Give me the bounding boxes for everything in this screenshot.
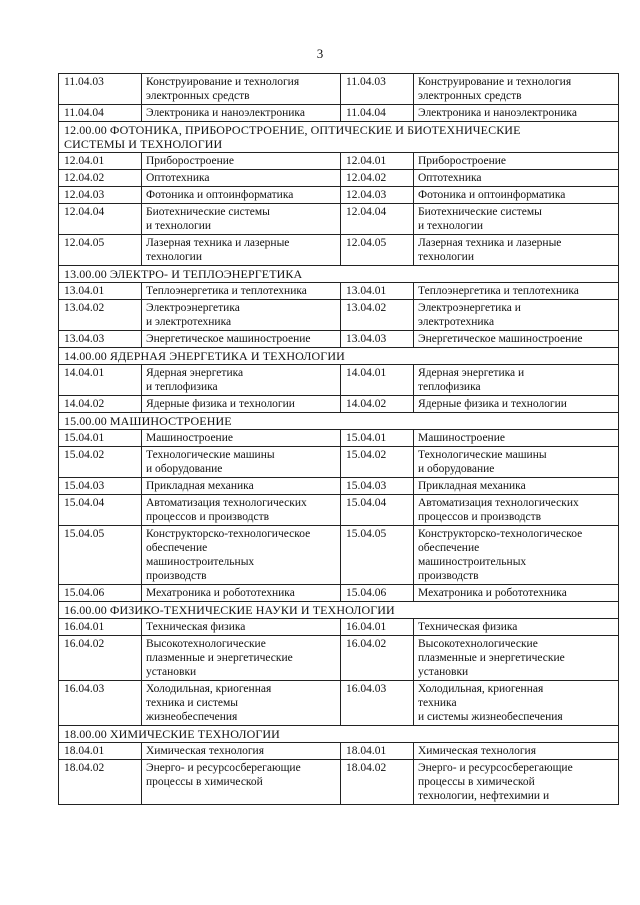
table-row xyxy=(59,235,619,266)
new-name-cell: Химическая технология xyxy=(142,743,341,760)
old-name-cell: Электроника и наноэлектроника xyxy=(414,105,619,122)
table-row xyxy=(59,760,619,805)
old-name-cell: Техническая физика xyxy=(414,619,619,636)
old-code-cell: 12.04.03 xyxy=(341,187,414,204)
new-code-cell: 12.04.05 xyxy=(59,235,142,266)
new-code-cell: 16.04.02 xyxy=(59,636,142,681)
table-row xyxy=(59,396,619,413)
section-header-row xyxy=(59,602,619,619)
new-name-cell: Ядерные физика и технологии xyxy=(142,396,341,413)
table-row xyxy=(59,430,619,447)
new-name-cell: Автоматизация технологических процессов и производств xyxy=(142,495,341,526)
old-code-cell: 15.04.05 xyxy=(341,526,414,585)
section-header-row xyxy=(59,348,619,365)
section-title: 14.00.00 ЯДЕРНАЯ ЭНЕРГЕТИКА И ТЕХНОЛОГИИ xyxy=(59,348,619,365)
table-row xyxy=(59,204,619,235)
old-code-cell: 12.04.02 xyxy=(341,170,414,187)
table-row xyxy=(59,743,619,760)
old-name-cell: Оптотехника xyxy=(414,170,619,187)
table-row xyxy=(59,585,619,602)
new-code-cell: 16.04.03 xyxy=(59,681,142,726)
new-code-cell: 15.04.05 xyxy=(59,526,142,585)
new-code-cell: 13.04.03 xyxy=(59,331,142,348)
table-row xyxy=(59,105,619,122)
new-code-cell: 13.04.01 xyxy=(59,283,142,300)
new-code-cell: 13.04.02 xyxy=(59,300,142,331)
new-name-cell: Высокотехнологические плазменные и энергетические установки xyxy=(142,636,341,681)
table-row xyxy=(59,187,619,204)
new-code-cell: 15.04.03 xyxy=(59,478,142,495)
old-code-cell: 18.04.01 xyxy=(341,743,414,760)
old-name-cell: Высокотехнологические плазменные и энергетические установки xyxy=(414,636,619,681)
new-code-cell: 14.04.01 xyxy=(59,365,142,396)
old-name-cell: Холодильная, криогенная техника и системы жизнеобеспечения xyxy=(414,681,619,726)
old-name-cell: Прикладная механика xyxy=(414,478,619,495)
old-code-cell: 13.04.03 xyxy=(341,331,414,348)
new-code-cell: 15.04.06 xyxy=(59,585,142,602)
old-name-cell: Ядерная энергетика и теплофизика xyxy=(414,365,619,396)
old-name-cell: Автоматизация технологических процессов и производств xyxy=(414,495,619,526)
table-row xyxy=(59,447,619,478)
old-code-cell: 18.04.02 xyxy=(341,760,414,805)
new-name-cell: Холодильная, криогенная техника и системы жизнеобеспечения xyxy=(142,681,341,726)
section-header-row xyxy=(59,122,619,153)
specialty-table xyxy=(58,73,619,805)
new-code-cell: 18.04.02 xyxy=(59,760,142,805)
section-title: 13.00.00 ЭЛЕКТРО- И ТЕПЛОЭНЕРГЕТИКА xyxy=(59,266,619,283)
new-code-cell: 14.04.02 xyxy=(59,396,142,413)
new-name-cell: Ядерная энергетика и теплофизика xyxy=(142,365,341,396)
old-code-cell: 15.04.06 xyxy=(341,585,414,602)
new-name-cell: Конструирование и технология электронных средств xyxy=(142,74,341,105)
page-number: 3 xyxy=(316,46,324,61)
table-row xyxy=(59,153,619,170)
old-code-cell: 16.04.03 xyxy=(341,681,414,726)
section-title: 18.00.00 ХИМИЧЕСКИЕ ТЕХНОЛОГИИ xyxy=(59,726,619,743)
table-row xyxy=(59,331,619,348)
new-name-cell: Конструкторско-технологическое обеспечение машиностроительных производств xyxy=(142,526,341,585)
section-header-row xyxy=(59,266,619,283)
new-name-cell: Мехатроника и робототехника xyxy=(142,585,341,602)
old-name-cell: Электроэнергетика и электротехника xyxy=(414,300,619,331)
new-code-cell: 15.04.01 xyxy=(59,430,142,447)
old-name-cell: Конструкторско-технологическое обеспечение машиностроительных производств xyxy=(414,526,619,585)
new-name-cell: Оптотехника xyxy=(142,170,341,187)
old-code-cell: 15.04.03 xyxy=(341,478,414,495)
table-row xyxy=(59,526,619,585)
section-title: 16.00.00 ФИЗИКО-ТЕХНИЧЕСКИЕ НАУКИ И ТЕХНОЛОГИИ xyxy=(59,602,619,619)
old-name-cell: Биотехнические системы и технологии xyxy=(414,204,619,235)
old-code-cell: 16.04.01 xyxy=(341,619,414,636)
old-code-cell: 16.04.02 xyxy=(341,636,414,681)
new-code-cell: 18.04.01 xyxy=(59,743,142,760)
section-header-row xyxy=(59,413,619,430)
old-name-cell: Технологические машины и оборудование xyxy=(414,447,619,478)
new-name-cell: Лазерная техника и лазерные технологии xyxy=(142,235,341,266)
new-name-cell: Электроэнергетика и электротехника xyxy=(142,300,341,331)
new-name-cell: Техническая физика xyxy=(142,619,341,636)
old-code-cell: 15.04.01 xyxy=(341,430,414,447)
old-name-cell: Лазерная техника и лазерные технологии xyxy=(414,235,619,266)
new-code-cell: 11.04.03 xyxy=(59,74,142,105)
section-header-row xyxy=(59,726,619,743)
new-name-cell: Машиностроение xyxy=(142,430,341,447)
old-name-cell: Конструирование и технология электронных средств xyxy=(414,74,619,105)
old-code-cell: 14.04.01 xyxy=(341,365,414,396)
table-row xyxy=(59,170,619,187)
table-row xyxy=(59,478,619,495)
new-code-cell: 12.04.04 xyxy=(59,204,142,235)
section-title: 12.00.00 ФОТОНИКА, ПРИБОРОСТРОЕНИЕ, ОПТИЧЕСКИЕ И БИОТЕХНИЧЕСКИЕ СИСТЕМЫ И ТЕХНОЛОГИИ xyxy=(59,122,619,153)
table-row xyxy=(59,636,619,681)
old-code-cell: 12.04.01 xyxy=(341,153,414,170)
old-code-cell: 12.04.05 xyxy=(341,235,414,266)
new-name-cell: Технологические машины и оборудование xyxy=(142,447,341,478)
new-code-cell: 12.04.01 xyxy=(59,153,142,170)
new-code-cell: 12.04.02 xyxy=(59,170,142,187)
specialty-table-body xyxy=(59,74,619,805)
old-name-cell: Энерго- и ресурсосберегающие процессы в химической технологии, нефтехимии и xyxy=(414,760,619,805)
table-row xyxy=(59,619,619,636)
new-code-cell: 15.04.02 xyxy=(59,447,142,478)
old-name-cell: Приборостроение xyxy=(414,153,619,170)
new-code-cell: 12.04.03 xyxy=(59,187,142,204)
table-row xyxy=(59,74,619,105)
old-name-cell: Машиностроение xyxy=(414,430,619,447)
old-name-cell: Фотоника и оптоинформатика xyxy=(414,187,619,204)
new-code-cell: 16.04.01 xyxy=(59,619,142,636)
old-code-cell: 11.04.04 xyxy=(341,105,414,122)
old-code-cell: 13.04.02 xyxy=(341,300,414,331)
new-name-cell: Прикладная механика xyxy=(142,478,341,495)
new-name-cell: Энергетическое машиностроение xyxy=(142,331,341,348)
table-row xyxy=(59,283,619,300)
old-code-cell: 15.04.02 xyxy=(341,447,414,478)
new-name-cell: Биотехнические системы и технологии xyxy=(142,204,341,235)
old-name-cell: Химическая технология xyxy=(414,743,619,760)
new-code-cell: 11.04.04 xyxy=(59,105,142,122)
old-code-cell: 12.04.04 xyxy=(341,204,414,235)
table-row xyxy=(59,681,619,726)
old-name-cell: Энергетическое машиностроение xyxy=(414,331,619,348)
old-code-cell: 13.04.01 xyxy=(341,283,414,300)
new-name-cell: Теплоэнергетика и теплотехника xyxy=(142,283,341,300)
table-row xyxy=(59,300,619,331)
new-name-cell: Приборостроение xyxy=(142,153,341,170)
old-code-cell: 15.04.04 xyxy=(341,495,414,526)
new-code-cell: 15.04.04 xyxy=(59,495,142,526)
new-name-cell: Фотоника и оптоинформатика xyxy=(142,187,341,204)
old-name-cell: Теплоэнергетика и теплотехника xyxy=(414,283,619,300)
new-name-cell: Энерго- и ресурсосберегающие процессы в химической xyxy=(142,760,341,805)
section-title: 15.00.00 МАШИНОСТРОЕНИЕ xyxy=(59,413,619,430)
old-name-cell: Ядерные физика и технологии xyxy=(414,396,619,413)
table-row xyxy=(59,365,619,396)
old-code-cell: 11.04.03 xyxy=(341,74,414,105)
old-name-cell: Мехатроника и робототехника xyxy=(414,585,619,602)
old-code-cell: 14.04.02 xyxy=(341,396,414,413)
table-row xyxy=(59,495,619,526)
new-name-cell: Электроника и наноэлектроника xyxy=(142,105,341,122)
